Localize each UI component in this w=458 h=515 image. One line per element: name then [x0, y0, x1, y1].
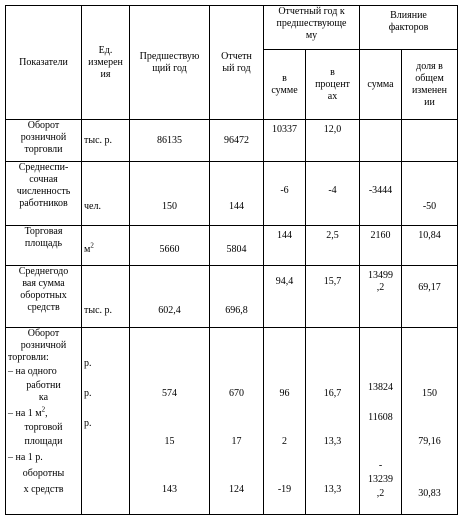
turnover-sub1-line: работни [26, 380, 61, 391]
row-report: 96472 [210, 120, 264, 162]
turnover-unit: р. [84, 358, 92, 369]
header-factor-share [402, 50, 458, 120]
turnover-unit: р. [84, 418, 92, 429]
table-row [6, 226, 458, 266]
turnover-sub2-comma: , [45, 408, 48, 419]
turnover-name-line: розничной [20, 340, 67, 351]
turnover-name-line: Оборот [27, 328, 60, 339]
row-name [6, 266, 82, 328]
table-header-row [6, 6, 458, 50]
turnover-prev-value: 574 [162, 388, 177, 399]
row-name-line: торговли [24, 144, 63, 155]
row-diff-pct: 12,0 [306, 120, 360, 162]
header-factor-sum [360, 50, 402, 120]
header-factor-share-line: ии [424, 96, 435, 108]
row-diff-sum: -6 [264, 162, 306, 226]
turnover-sub3-line: – на 1 р. [8, 452, 43, 463]
header-prev-year [130, 6, 210, 120]
row-name-line: Оборот [27, 120, 60, 131]
row-unit-sup: 2 [90, 241, 94, 250]
turnover-report-cell [210, 328, 264, 515]
row-factor-sum [360, 120, 402, 162]
row-factor-share: 69,17 [402, 266, 458, 328]
row-diff-sum: 144 [264, 226, 306, 266]
row-diff-sum: 10337 [264, 120, 306, 162]
turnover-diff-sum-value: 2 [282, 436, 287, 447]
row-name [6, 226, 82, 266]
table-row [6, 162, 458, 226]
turnover-diff-pct-value: 13,3 [323, 436, 342, 447]
header-in-percent-line: процент [315, 78, 350, 90]
row-factor-share [402, 120, 458, 162]
turnover-factor-sum-cell [360, 328, 402, 515]
row-prev: 602,4 [130, 266, 210, 328]
turnover-factor-sum-value: ,2 [376, 488, 385, 499]
header-in-sum-line: в [282, 72, 287, 84]
header-unit-line: Ед. [98, 44, 113, 56]
turnover-prev-value: 15 [164, 436, 175, 447]
turnover-factor-share-cell [402, 328, 458, 515]
row-report: 696,8 [210, 266, 264, 328]
turnover-diff-pct-cell [306, 328, 360, 515]
header-unit-line: измерен [88, 56, 123, 68]
row-prev: 86135 [130, 120, 210, 162]
header-report-vs-prev-line: Отчетный год к [278, 6, 345, 17]
row-name-line: численность [16, 186, 71, 197]
row-unit: тыс. р. [82, 266, 130, 328]
turnover-factor-sum-value: - [378, 460, 383, 471]
turnover-diff-sum-value: 96 [279, 388, 290, 399]
header-report-year [210, 6, 264, 120]
row-report: 144 [210, 162, 264, 226]
row-name-line: розничной [20, 132, 67, 143]
turnover-diff-pct-value: 16,7 [323, 388, 342, 399]
turnover-prev-cell [130, 328, 210, 515]
turnover-name-cell [6, 328, 82, 515]
header-prev-year-line: Предшествую [139, 50, 200, 62]
header-unit-line: ия [100, 68, 111, 80]
row-name [6, 120, 82, 162]
header-prev-year-line: щий год [152, 62, 187, 74]
header-in-percent [306, 50, 360, 120]
header-report-year-line: ый год [222, 62, 251, 74]
row-name-line: Среднегодо [18, 266, 69, 277]
row-name-line: сочная [29, 174, 58, 185]
header-report-year-line: Отчетн [221, 50, 252, 62]
row-unit: тыс. р. [82, 120, 130, 162]
table-row [6, 120, 458, 162]
row-name-line: вая сумма [22, 278, 65, 289]
row-unit [82, 226, 130, 266]
header-factor-sum-label: сумма [367, 78, 394, 90]
header-influence-line: факторов [388, 22, 429, 33]
header-factor-share-line: общем [415, 72, 444, 84]
row-diff-pct: 15,7 [306, 266, 360, 328]
header-indicators-label: Показатели [19, 56, 68, 68]
header-report-vs-prev [264, 6, 360, 50]
row-factor-sum-line: ,2 [376, 282, 385, 293]
turnover-diff-pct-value: 13,3 [323, 484, 342, 495]
header-factor-share-line: изменен [411, 84, 448, 96]
header-unit [82, 6, 130, 120]
header-in-percent-line: в [330, 66, 335, 78]
header-in-sum-line: сумме [271, 84, 298, 96]
turnover-sub2-text: – на 1 м [8, 408, 42, 419]
row-prev: 5660 [130, 226, 210, 266]
turnover-sub2-line [8, 405, 81, 420]
row-prev: 150 [130, 162, 210, 226]
row-factor-sum: -3444 [360, 162, 402, 226]
row-name-line: оборотных [20, 290, 67, 301]
turnover-report-value: 17 [231, 436, 242, 447]
turnover-sub1-line: – на одного [8, 366, 57, 377]
turnover-sub1-line: ка [38, 392, 49, 403]
header-indicators [6, 6, 82, 120]
turnover-units-cell [82, 328, 130, 515]
turnover-factor-sum-value: 11608 [368, 412, 393, 423]
row-factor-sum [360, 266, 402, 328]
turnover-report-value: 670 [229, 388, 244, 399]
turnover-factor-share-value: 30,83 [418, 488, 441, 499]
row-diff-sum: 94,4 [264, 266, 306, 328]
row-factor-share: 10,84 [402, 226, 458, 266]
row-name [6, 162, 82, 226]
turnover-prev-value: 143 [162, 484, 177, 495]
row-name-line: площадь [24, 238, 63, 249]
turnover-factor-sum-value: 13239 [368, 474, 393, 485]
turnover-factor-sum-value: 13824 [368, 382, 393, 393]
row-diff-pct: -4 [306, 162, 360, 226]
row-diff-pct: 2,5 [306, 226, 360, 266]
header-factor-share-line: доля в [416, 60, 443, 72]
header-report-vs-prev-line: му [305, 30, 318, 41]
row-name-line: Среднеспи- [18, 162, 69, 173]
turnover-unit: р. [84, 388, 92, 399]
row-name-line: Торговая [24, 226, 63, 237]
turnover-sub2-line: торговой [24, 422, 63, 433]
row-report: 5804 [210, 226, 264, 266]
row-factor-share: -50 [402, 162, 458, 226]
header-in-sum [264, 50, 306, 120]
header-in-percent-line: ах [327, 90, 338, 102]
turnover-factor-share-value: 79,16 [418, 436, 441, 447]
turnover-sub2-sup: 2 [41, 405, 46, 414]
turnover-sub2-line: площади [24, 436, 63, 447]
turnover-name-line: торговли: [8, 352, 49, 363]
turnover-factor-share-value: 150 [422, 388, 437, 399]
factor-analysis-table [5, 5, 458, 515]
table-row [6, 328, 458, 515]
row-unit: чел. [82, 162, 130, 226]
row-unit-text: м [84, 243, 91, 255]
row-factor-sum: 2160 [360, 226, 402, 266]
turnover-diff-sum-cell [264, 328, 306, 515]
table-row [6, 266, 458, 328]
turnover-diff-sum-value: -19 [277, 484, 292, 495]
row-name-line: работников [19, 198, 68, 209]
row-factor-sum-line: 13499 [368, 270, 393, 281]
header-influence [360, 6, 458, 50]
turnover-sub3-line: оборотны [22, 468, 65, 479]
header-report-vs-prev-line: предшествующе [276, 18, 347, 29]
header-influence-line: Влияние [390, 10, 427, 21]
turnover-report-value: 124 [229, 484, 244, 495]
row-name-line: средств [27, 302, 60, 313]
turnover-sub3-line: х средств [23, 484, 64, 495]
